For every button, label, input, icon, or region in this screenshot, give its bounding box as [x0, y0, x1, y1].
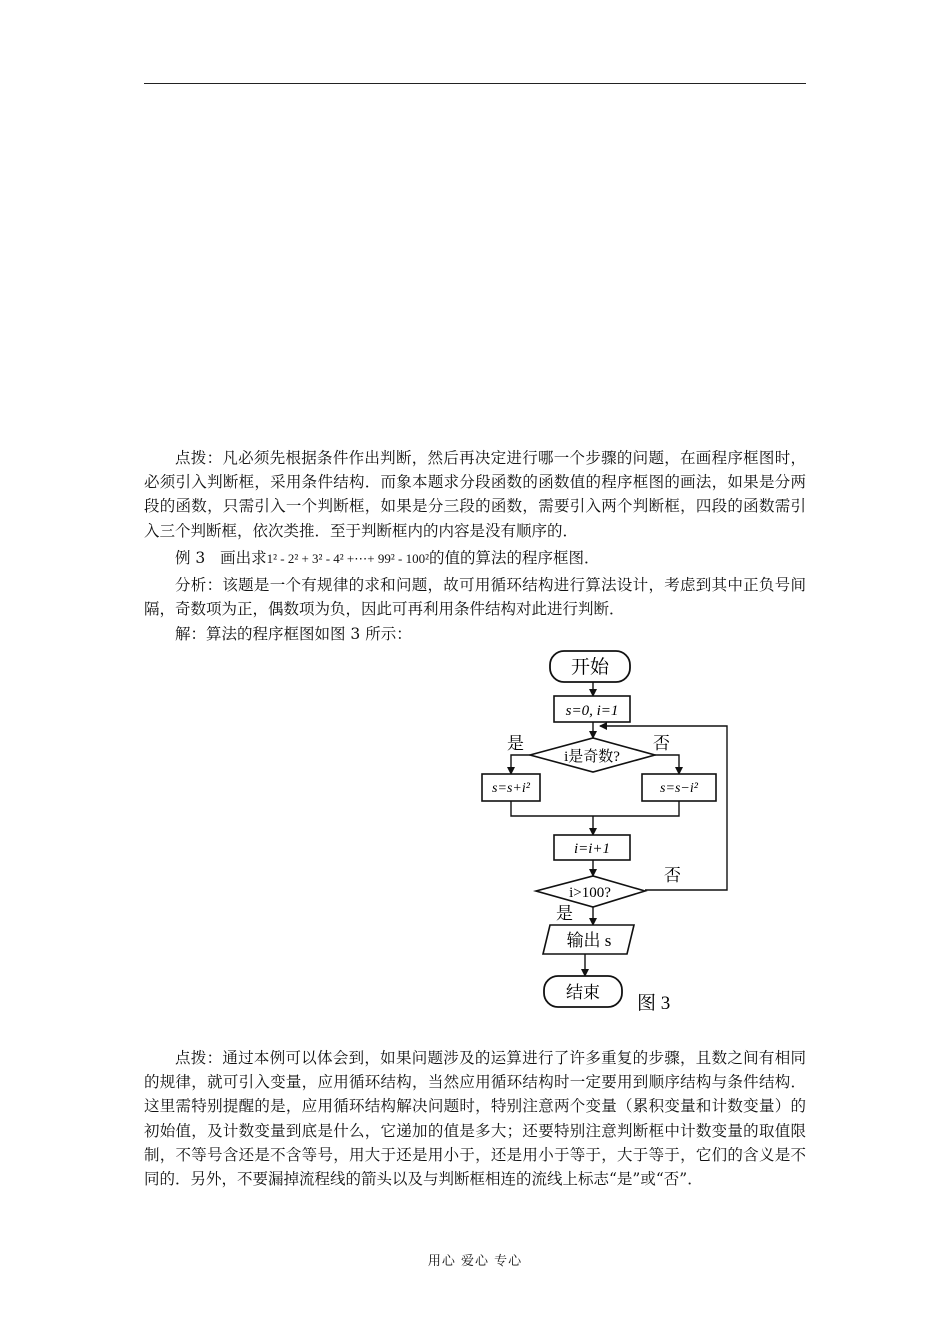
example-prefix: 画出求 — [220, 549, 267, 567]
decision-limit-label: i>100? — [569, 885, 611, 901]
branch-add-label: s=s+i² — [492, 781, 530, 796]
solution-line: 解：算法的程序框图如图 3 所示： — [175, 625, 412, 643]
example-formula: 1² - 2² + 3² - 4² +⋯+ 99² - 100² — [266, 551, 429, 566]
decision-odd-label: i是奇数? — [564, 749, 620, 765]
output-label: 输出 s — [566, 931, 612, 950]
yes-branch-line — [511, 755, 530, 774]
start-label: 开始 — [570, 657, 610, 678]
analysis-paragraph: 分析：该题是一个有规律的求和问题，故可用循环结构进行算法设计，考虑到其中正负号间隔，奇数项为正，偶数项为负，因此可再利用条件结构对此进行判断． — [144, 576, 806, 619]
increment-label: i=i+1 — [573, 841, 611, 857]
no-label-2: 否 — [664, 866, 681, 885]
tip-paragraph-1: 点拨：凡必须先根据条件作出判断，然后再决定进行哪一个步骤的问题，在画程序框图时，必须引入判断框，采用条件结构．而象本题求分段函数的函数值的程序框图的画法，如果是分两段的函数，只需引入一个判断框，如果是分三段的函数，需要引入两个判断框，四段的函数需引入三个判断框，依次类推．至于判断框内的内容是没有顺序的． — [144, 449, 806, 540]
tip-paragraph-2: 点拨：通过本例可以体会到，如果问题涉及的运算进行了许多重复的步骤，且数之间有相同的规律，就可引入变量，应用循环结构，当然应用循环结构时一定要用到顺序结构与条件结构．这里需特别提醒的是，应用循环结构解决问题时，特别注意两个变量（累积变量和计数变量）的初始值，及计数变量到底是什么，它递加的值是多大；还要特别注意判断框中计数变量的取值限制，不等号含还是不含等号，用大于还是用小于，还是用小于等于，大于等于，它们的含义是不同的．另外，不要漏掉流程线的箭头以及与判断框相连的流线上标志“是”或“否”． — [144, 1049, 806, 1189]
no-label-1: 否 — [653, 734, 670, 753]
example-suffix: 的值的算法的程序框图． — [428, 549, 600, 567]
end-label: 结束 — [566, 983, 600, 1002]
no-branch-line — [655, 755, 679, 774]
yes-label-1: 是 — [507, 734, 524, 753]
branch-sub-label: s=s−i² — [660, 781, 698, 796]
example-label: 例 3 — [175, 549, 206, 567]
figure-caption: 图 3 — [637, 993, 671, 1014]
page-footer: 用心 爱心 专心 — [427, 1254, 523, 1269]
merge-line — [511, 801, 679, 816]
yes-label-2: 是 — [556, 904, 573, 923]
init-label: s=0, i=1 — [565, 703, 619, 719]
